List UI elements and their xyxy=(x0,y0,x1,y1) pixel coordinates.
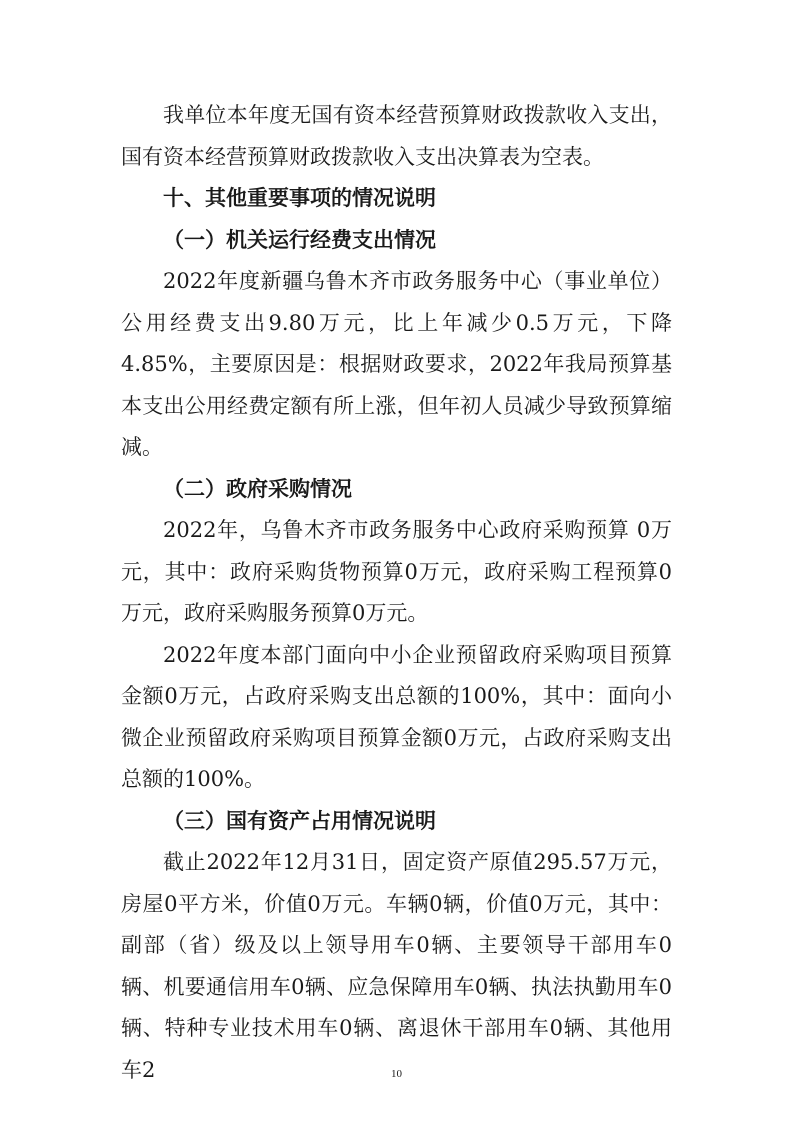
paragraph-state-assets: 截止2022年12月31日，固定资产原值295.57万元，房屋0平方米，价值0万元。车辆0辆，价值0万元，其中：副部（省）级及以上领导用车0辆、主要领导干部用车0辆、机要通信用车0辆、应急保障用车0辆、执法执勤用车0辆、特种专业技术用车0辆、离退休干部用车0辆、其他用车2 xyxy=(121,850,672,1082)
paragraph-sme-procurement: 2022年度本部门面向中小企业预留政府采购项目预算金额0万元，占政府采购支出总额的100%，其中：面向小微企业预留政府采购项目预算金额0万元，占政府采购支出总额的100%。 xyxy=(121,642,672,791)
subsection-heading-operating-expenses: （一）机关运行经费支出情况 xyxy=(163,227,436,252)
subsection-heading-procurement: （二）政府采购情况 xyxy=(163,476,352,501)
section-heading-other-matters: 十、其他重要事项的情况说明 xyxy=(163,186,436,210)
page-number: 10 xyxy=(391,1068,402,1080)
subsection-heading-state-assets: （三）国有资产占用情况说明 xyxy=(163,808,436,833)
paragraph-procurement-budget: 2022年，乌鲁木齐市政务服务中心政府采购预算 0万元，其中：政府采购货物预算0万元，政府采购工程预算0万元，政府采购服务预算0万元。 xyxy=(121,518,672,625)
document-body xyxy=(121,95,672,1091)
paragraph-nonfinancial-budget: 我单位本年度无国有资本经营预算财政拨款收入支出，国有资本经营预算财政拨款收入支出决算表为空表。 xyxy=(121,103,672,169)
paragraph-operating-expenses: 2022年度新疆乌鲁木齐市政务服务中心（事业单位）公用经费支出9.80万元，比上年减少0.5万元，下降4.85%，主要原因是：根据财政要求，2022年我局预算基本支出公用经费定额有所上涨，但年初人员减少导致预算缩减。 xyxy=(121,269,672,459)
